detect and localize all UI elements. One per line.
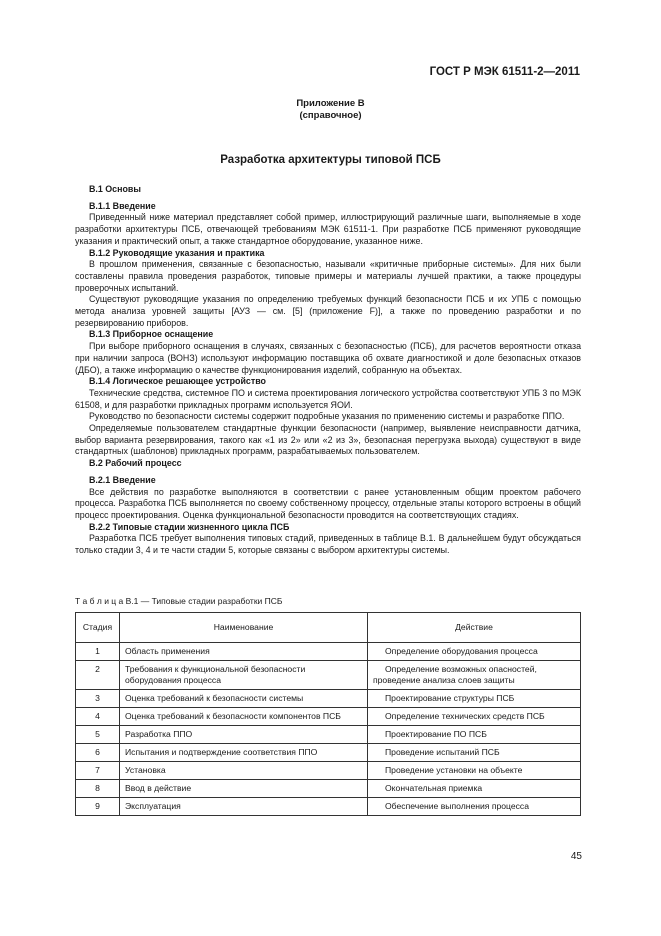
table-row: [76, 744, 581, 762]
stage-name: Требования к функциональной безопасности оборудования процесса: [120, 661, 368, 690]
section-heading-b12: В.1.2 Руководящие указания и практика: [89, 247, 265, 258]
section-heading-b22: В.2.2 Типовые стадии жизненного цикла ПСБ: [89, 521, 290, 532]
table-row: [76, 762, 581, 780]
stage-number: 3: [76, 690, 120, 708]
stage-action: Проектирование ПО ПСБ: [368, 726, 581, 744]
header-cell-stage: Стадия: [76, 613, 120, 643]
appendix-title: Приложение В: [296, 98, 365, 109]
stage-action: Определение оборудования процесса: [368, 643, 581, 661]
stage-number: 5: [76, 726, 120, 744]
stage-number: 2: [76, 661, 120, 690]
header-cell-action: Действие: [368, 613, 581, 643]
section-heading-b13: В.1.3 Приборное оснащение: [89, 329, 214, 340]
section-heading-b21: В.2.1 Введение: [89, 474, 156, 485]
paragraph: При выборе приборного оснащения в случаях, связанных с безопасностью (ПСБ), для расчетов вероятности отказа при наличии запроса (ВОНЗ) используют информацию поставщика об охвате диагностикой и доле безопасных отказов (ДБО), а также информацию о качестве функционирования изделий, собранную на объектах.: [75, 341, 581, 375]
section-heading-b11: В.1.1 Введение: [89, 200, 156, 211]
paragraph: Определяемые пользователем стандартные функции безопасности (например, выявление неисправности датчика, выбор варианта резервирования, такого как «1 из 2» или «2 из 3», безопасная перегрузка выхода) существуют в виде стандартных (шаблонов) прикладных программ, разрабатываемых пользователем.: [75, 423, 581, 457]
paragraph: Технические средства, системное ПО и система проектирования логического устройства соответствуют УПБ 3 по МЭК 61508, и для разработки прикладных программ используется ЯОИ.: [75, 387, 581, 410]
stage-number: 4: [76, 708, 120, 726]
standard-header: ГОСТ Р МЭК 61511-2—2011: [429, 66, 580, 78]
page-number: 45: [570, 851, 582, 862]
paragraph: Разработка ПСБ требует выполнения типовых стадий, приведенных в таблице В.1. В дальнейшем будут обсуждаться только стадии 3, 4 и те части стадии 5, которые связаны с выбором архитектуры системы.: [75, 533, 581, 556]
stage-name: Разработка ППО: [120, 726, 368, 744]
table-row: [76, 708, 581, 726]
stage-number: 9: [76, 798, 120, 816]
stage-name: Ввод в действие: [120, 780, 368, 798]
stage-action: Проведение установки на объекте: [368, 762, 581, 780]
stage-action: Обеспечение выполнения процесса: [368, 798, 581, 816]
paragraph: Все действия по разработке выполняются в соответствии с ранее установленным общим проектом рабочего процесса. Разработка ПСБ выполняется по своему собственному процессу, отдельные этапы которого встроены в общий процесс проектирования. Оценка функциональной безопасности проводится на соответствующих стадиях.: [75, 486, 581, 520]
document-title: Разработка архитектуры типовой ПСБ: [220, 154, 441, 166]
table-row: [76, 726, 581, 744]
stage-name: Область применения: [120, 643, 368, 661]
paragraph: Приведенный ниже материал представляет собой пример, иллюстрирующий различные шаги, выполняемые в ходе разработки архитектуры ПСБ, отвечающей требованиям МЭК 61511-1. При разработке ПСБ применяют руководящие указания и практический опыт, а также стандартное оборудование, указанное ниже.: [75, 212, 581, 246]
stage-number: 8: [76, 780, 120, 798]
stage-name: Установка: [120, 762, 368, 780]
stage-name: Оценка требований к безопасности системы: [120, 690, 368, 708]
table-row: [76, 661, 581, 690]
stages-table: [75, 612, 581, 816]
stage-action: Окончательная приемка: [368, 780, 581, 798]
paragraph: В прошлом применения, связанные с безопасностью, называли «критичные приборные системы». Для них были составлены правила проведения разработок, типовые примеры и материалы лучшей практики, а также процедуры проверочных испытаний.: [75, 259, 581, 293]
paragraph: Существуют руководящие указания по определению требуемых функций безопасности ПСБ и их УПБ с помощью метода анализа уровней защиты [АУЗ — см. [5] (приложение F)], а также по проведению разработки и по резервированию приборов.: [75, 294, 581, 328]
stage-action: Определение технических средств ПСБ: [368, 708, 581, 726]
appendix-heading: [0, 98, 661, 122]
table-row: [76, 690, 581, 708]
stage-action: Определение возможных опасностей, проведение анализа слоев защиты: [368, 661, 581, 690]
stage-number: 1: [76, 643, 120, 661]
table-row: [76, 798, 581, 816]
table-row: [76, 780, 581, 798]
stage-action: Проектирование структуры ПСБ: [368, 690, 581, 708]
section-heading-b1: В.1 Основы: [89, 184, 141, 194]
header-cell-name: Наименование: [120, 613, 368, 643]
table-caption: Т а б л и ц а В.1 — Типовые стадии разработки ПСБ: [75, 596, 283, 606]
document-body: [75, 184, 581, 557]
stage-number: 6: [76, 744, 120, 762]
stage-name: Эксплуатация: [120, 798, 368, 816]
table-row: [76, 643, 581, 661]
appendix-kind: (справочное): [299, 110, 362, 121]
stage-number: 7: [76, 762, 120, 780]
stage-name: Испытания и подтверждение соответствия ППО: [120, 744, 368, 762]
paragraph: Руководство по безопасности системы содержит подробные указания по применению системы и разработке ППО.: [89, 411, 565, 422]
stage-action: Проведение испытаний ПСБ: [368, 744, 581, 762]
section-heading-b14: В.1.4 Логическое решающее устройство: [89, 376, 266, 387]
section-heading-b2: В.2 Рабочий процесс: [89, 458, 182, 469]
stage-name: Оценка требований к безопасности компонентов ПСБ: [120, 708, 368, 726]
table-header-row: [76, 613, 581, 643]
